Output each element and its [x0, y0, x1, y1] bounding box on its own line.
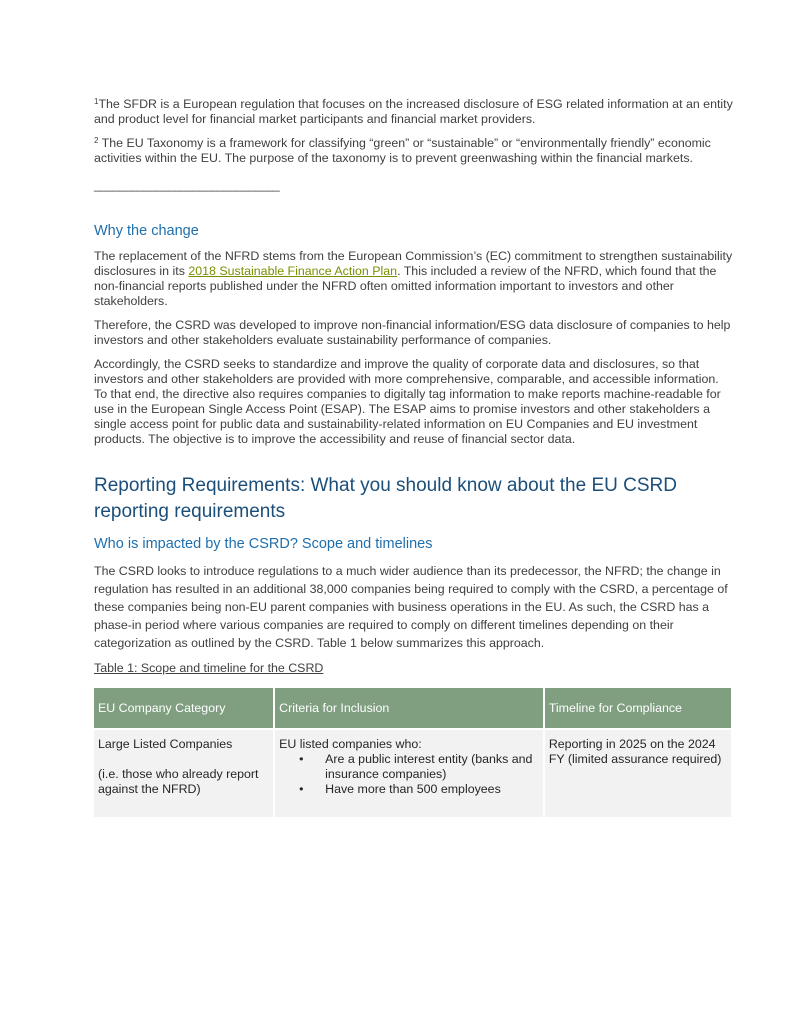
cell-category — [94, 730, 273, 817]
footnote-separator: ______________________________ — [94, 178, 280, 192]
why-p1-end: . This included a review of the NFRD, which found that the non-financial reports published under the NFRD often omitted information important to investors and other stakeholders. — [94, 264, 717, 308]
header-criteria: Criteria for Inclusion — [275, 688, 543, 728]
why-paragraph-3: Accordingly, the CSRD seeks to standardize and improve the quality of corporate data and disclosures, so that investors and other stakeholders are provided with more comprehensive, comparable, and accessible information. To that end, the directive also requires companies to digitally tag information to make reports machine-readable for use in the European Single Access Point (ESAP). The ESAP aims to promise investors and other stakeholders a single access point for public data and sustainability-related information on EU Companies and EU investment products. The objective is to improve the accessibility and reuse of financial sector data. — [94, 357, 721, 446]
footnote-1-marker: 1 — [94, 97, 99, 106]
why-paragraph-2: Therefore, the CSRD was developed to improve non-financial information/ESG data disclosure of companies to help investors and other stakeholders evaluate sustainability performance of companies. — [94, 318, 731, 347]
criteria-intro: EU listed companies who: — [279, 737, 422, 751]
header-timeline: Timeline for Compliance — [545, 688, 731, 728]
table-header-row — [94, 688, 731, 728]
reporting-requirements-heading: Reporting Requirements: What you should know about the EU CSRD reporting requirements — [94, 475, 677, 522]
table-row — [94, 730, 731, 817]
category-name: Large Listed Companies — [98, 737, 233, 751]
list-item: • Are a public interest entity (banks and insurance companies) — [299, 752, 539, 782]
why-the-change-heading: Why the change — [94, 223, 199, 239]
scope-paragraph: The CSRD looks to introduce regulations to a much wider audience than its predecessor, the NFRD; the change in regulation has resulted in an additional 38,000 companies being required to comply with the CSRD, a percentage of these companies being non-EU parent companies with business operations in the EU. As such, the CSRD has a phase-in period where various companies are required to comply on different timelines depending on their categorization as outlined by the CSRD. Table 1 below summarizes this approach. — [94, 564, 728, 650]
footnote-2-text: The EU Taxonomy is a framework for classifying “green” or “sustainable” or “environmentally friendly” economic activities within the EU. The purpose of the taxonomy is to prevent greenwashing within the financial markets. — [94, 136, 711, 165]
table-caption: Table 1: Scope and timeline for the CSRD — [94, 661, 324, 675]
action-plan-link[interactable]: 2018 Sustainable Finance Action Plan — [188, 264, 398, 278]
why-paragraph-1 — [94, 249, 734, 309]
cell-criteria — [275, 730, 543, 817]
scope-timeline-table — [92, 686, 733, 819]
footnote-1 — [94, 94, 734, 127]
footnote-1-text: The SFDR is a European regulation that focuses on the increased disclosure of ESG related information at an entity and product level for financial market participants and financial market providers. — [94, 97, 733, 126]
why-p1-start: The replacement of the NFRD stems from the European Commission’s (EC) commitment to strengthen sustainability disclosures in its — [94, 249, 733, 278]
scope-timelines-heading: Who is impacted by the CSRD? Scope and timelines — [94, 536, 433, 552]
category-note: (i.e. those who already report against the NFRD) — [98, 767, 259, 796]
list-item: • Have more than 500 employees — [299, 782, 539, 797]
criteria-list — [279, 752, 539, 797]
header-company-category: EU Company Category — [94, 688, 273, 728]
footnote-2 — [94, 133, 734, 166]
footnote-2-marker: 2 — [94, 136, 99, 145]
cell-timeline: Reporting in 2025 on the 2024 FY (limited assurance required) — [545, 730, 731, 817]
document-page — [94, 94, 734, 819]
